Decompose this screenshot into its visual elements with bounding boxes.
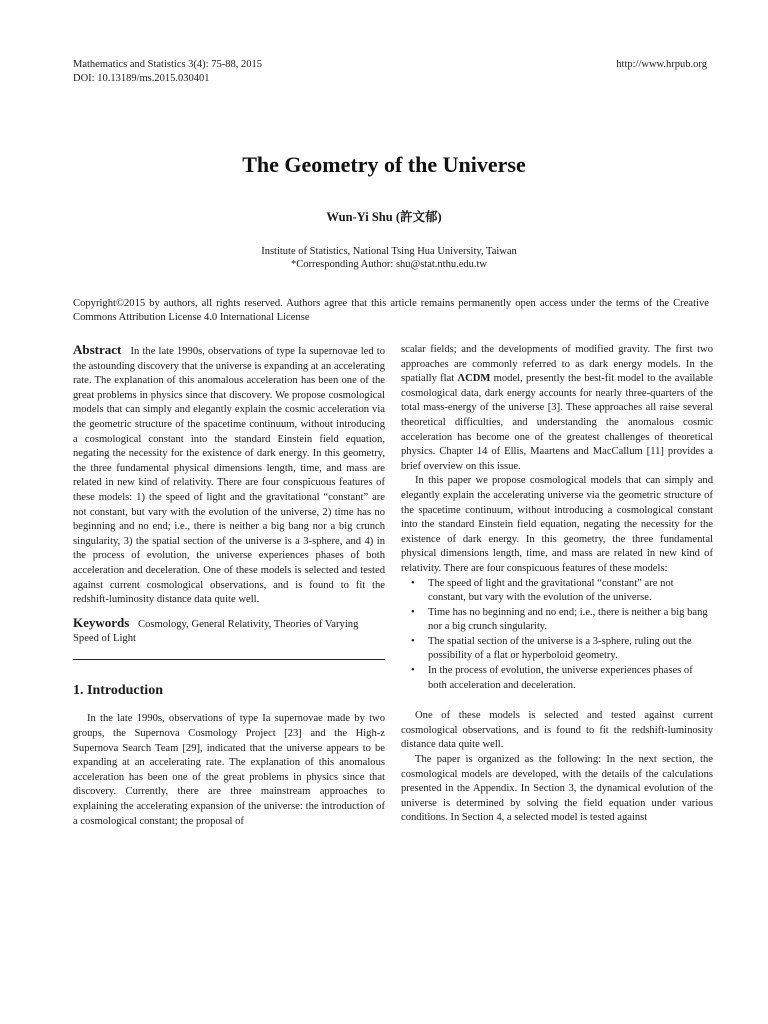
intro-paragraph-1: In the late 1990s, observations of type Ia supernovae made by two groups, the Supernova Cosmology Project [23] and the High-z Supernova Search Team [29], indicated that the universe appears to be expanding at an accelerating rate. The explanation of this anomalous acceleration has been one of the great problems in physics since that discovery. Currently, there are three mainstream approaches to explaining the accelerating expansion of the universe: the introduction of a cosmological constant; the proposal of: [73, 713, 385, 827]
keywords: [73, 616, 385, 647]
intro-paragraph-1-continued: [401, 343, 713, 474]
bullet-icon: •: [411, 665, 415, 677]
feature-list: [401, 577, 713, 694]
journal-url[interactable]: http://www.hrpub.org: [616, 59, 707, 70]
left-column: [73, 343, 385, 829]
section-divider: [73, 659, 385, 660]
bullet-icon: •: [411, 635, 415, 647]
keywords-heading: Keywords: [73, 614, 130, 630]
list-item: [401, 606, 713, 635]
list-item: [401, 664, 713, 693]
abstract-heading: Abstract: [73, 342, 122, 357]
lcdm-term: ΛCDM: [457, 373, 491, 385]
list-item-text: The speed of light and the gravitational “constant” are not constant, but vary with the evolution of the universe.: [428, 577, 674, 604]
paper-title: The Geometry of the Universe: [242, 152, 526, 177]
affiliation: Institute of Statistics, National Tsing Hua University, Taiwan: [261, 246, 517, 257]
author-name: Wun-Yi Shu (許文郁): [326, 210, 442, 224]
list-item-text: In the process of evolution, the universe experiences phases of both acceleration and deceleration.: [428, 665, 693, 691]
journal-citation: Mathematics and Statistics 3(4): 75-88, 2015: [73, 59, 262, 70]
list-item-text: The spatial section of the universe is a 3-sphere, ruling out the possibility of a flat or hyperboloid geometry.: [428, 635, 692, 662]
section-heading-introduction: 1. Introduction: [73, 682, 163, 698]
bullet-icon: •: [411, 577, 415, 589]
right-column: [401, 343, 713, 826]
intro-paragraph-3: One of these models is selected and tested against current cosmological observations, and is found to fit the redshift-luminosity distance data quite well.: [401, 710, 713, 751]
doi: DOI: 10.13189/ms.2015.030401: [73, 73, 210, 84]
keywords-text: Cosmology, General Relativity, Theories of Varying Speed of Light: [73, 618, 359, 645]
intro-paragraph-4: The paper is organized as the following: In the next section, the cosmological models are developed, with the details of the calculations presented in the Appendix. In Section 3, the dynamical evolution of the universe is determined by solving the field equation under various conditions. In Section 4, a selected model is tested against: [401, 754, 713, 824]
affiliation-block: [0, 245, 768, 271]
list-item-text: Time has no beginning and no end; i.e., there is neither a big bang nor a big crunch singularity.: [428, 606, 708, 633]
abstract-text: In the late 1990s, observations of type Ia supernovae led to the astounding discovery that the universe is expanding at an accelerating rate. The explanation of this anomalous acceleration has been one of the great problems in physics since that discovery. We propose cosmological models that can simply and elegantly explain the cosmic acceleration via the geometric structure of the spacetime continuum, without introducing a cosmological constant into the standard Einstein field equation, negating the necessity for the existence of dark energy. In this geometry, the three fundamental physical dimensions length, time, and mass are related in new kind of relativity. There are four conspicuous features of these models: 1) the speed of light and the gravitational “constant” are not constant, but vary with the evolution of the universe, 2) time has no beginning and no end; i.e., there is neither a big bang nor a big crunch singularity, 3) the spatial section of the universe is a 3-sphere, and 4) in the process of evolution, the universe experiences phases of both acceleration and deceleration. One of these models is selected and tested against current cosmological observations, and is found to fit the redshift-luminosity distance data quite well.: [73, 346, 385, 606]
corresponding-author: *Corresponding Author: shu@stat.nthu.edu.tw: [290, 259, 488, 270]
intro-text-a: scalar fields; and the developments of modified gravity. The first two approaches are commonly referred to as dark energy models. In the spatially flat: [401, 344, 713, 385]
abstract: [73, 343, 385, 608]
intro-text-b: model, presently the best-fit model to the available cosmological data, dark energy accounts for nearly three-quarters of the total mass-energy of the universe [3]. These approaches all raise several theoretical difficulties, and understanding the anomalous cosmic acceleration has become one of the greatest challenges of theoretical physics. Chapter 14 of Ellis, Maartens and MacCallum [11] provides a brief overview on this issue.: [401, 373, 714, 472]
intro-paragraph-2: In this paper we propose cosmological models that can simply and elegantly explain the accelerating universe via the geometric structure of the spacetime continuum, without introducing a cosmological constant into the standard Einstein field equation, negating the necessity for the existence of dark energy. In this geometry, the three fundamental physical dimensions length, time, and mass are related in new kind of relativity. There are four conspicuous features of these models:: [401, 475, 713, 574]
copyright-notice: Copyright©2015 by authors, all rights reserved. Authors agree that this article remains permanently open access under the terms of the Creative Commons Attribution License 4.0 International License: [73, 298, 709, 323]
journal-header: [73, 58, 262, 86]
bullet-icon: •: [411, 606, 415, 618]
list-item: [401, 635, 713, 664]
list-item: [401, 577, 713, 606]
